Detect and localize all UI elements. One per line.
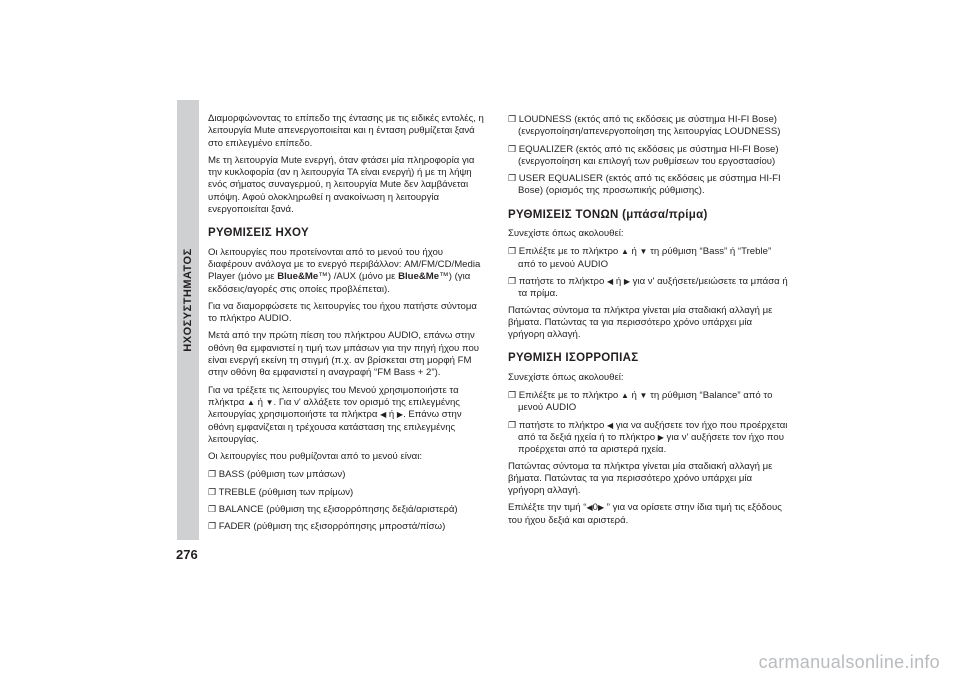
checkbox-bullet-icon: ❐ (508, 246, 517, 257)
paragraph: Για να διαμορφώσετε τις λειτουργίες του ήχου πατήστε σύντομα το πλήκτρο AUDIO. (208, 300, 477, 325)
list-item: ❐ Επιλέξτε με το πλήκτρο ▲ ή ▼ τη ρύθμιση “Bass” ή “Treble” από το μενού AUDIO (508, 246, 772, 270)
checkbox-bullet-icon: ❐ (208, 504, 217, 515)
left-arrow-icon: ◀ (607, 276, 614, 286)
right-arrow-icon: ▶ (657, 432, 664, 442)
checkbox-bullet-icon: ❐ (508, 114, 517, 124)
section-heading-tone-settings: ΡΥΘΜΙΣΕΙΣ ΤΟΝΩΝ (μπάσα/πρίμα) (508, 208, 708, 221)
list-item: ❐ EQUALIZER (εκτός από τις εκδόσεις με σύστημα HI-FI Bose) (ενεργοποίηση και επιλογή των ρυθμίσεων του εργοστασίου) (508, 143, 779, 167)
left-arrow-icon: ◀ (586, 503, 593, 513)
right-arrow-icon: ▶ (396, 410, 404, 420)
list-item: ❐ TREBLE (ρύθμιση των πρίμων) (208, 486, 354, 498)
brand-name: Blue&Me (277, 271, 319, 283)
paragraph: Συνεχίστε όπως ακολουθεί: (508, 228, 624, 240)
checkbox-bullet-icon: ❐ (508, 390, 517, 401)
list-item: ❐ Επιλέξτε με το πλήκτρο ▲ ή ▼ τη ρύθμιση “Balance” από το μενού AUDIO (508, 390, 773, 414)
right-arrow-icon: ▶ (623, 276, 630, 286)
paragraph: Οι λειτουργίες που ρυθμίζονται από το μενού είναι: (208, 451, 423, 463)
list-item: ❐ LOUDNESS (εκτός από τις εκδόσεις με σύστημα HI-FI Bose) (ενεργοποίηση/απενεργοποίηση της λειτουργίας LOUDNESS) (508, 114, 781, 138)
paragraph: Διαμορφώνοντας το επίπεδο της έντασης με τις ειδικές εντολές, η λειτουργία Mute απενεργοποιείται και η ένταση ρυθμίζεται ξανά στο επιλεγμένο επίπεδο. (208, 113, 484, 149)
paragraph: Πατώντας σύντομα τα πλήκτρα γίνεται μία σταδιακή αλλαγή με βήματα. Πατώντας τα για περισσότερο χρόνο υπάρχει μία γρήγορη αλλαγή. (508, 460, 773, 497)
paragraph: Οι λειτουργίες που προτείνονται από το μενού του ήχου διαφέρουν ανάλογα με το ενεργό περιβάλλον: AM/FM/CD/Media Player (μόνο με Blue&Me™) /AUX (μόνο με Blue&Me™) (για εκδόσεις/αγορές στις οποίες προβλέπεται). (208, 246, 481, 295)
list-item: ❐ πατήστε το πλήκτρο ◀ για να αυξήσετε τον ήχο που προέρχεται από τα δεξιά ηχεία ή το πλήκτρο ▶ για ν' αυξήσετε τον ήχο που προέρχεται από τα αριστερά ηχεία. (508, 419, 788, 456)
left-column (208, 113, 486, 538)
paragraph: Μετά από την πρώτη πίεση του πλήκτρου AUDIO, επάνω στην οθόνη θα εμφανιστεί η τιμή των μπάσων για την πηγή ήχου που είναι ενεργή εκείνη τη στιγμή (π.χ. αν βρίσκεται στη μορφή FM στην οθόνη θα εμφανιστεί η αναγραφή “FM Bass + 2”). (208, 330, 480, 379)
checkbox-bullet-icon: ❐ (508, 419, 517, 430)
brand-name: Blue&Me (398, 271, 440, 283)
up-arrow-icon: ▲ (247, 397, 255, 407)
checkbox-bullet-icon: ❐ (508, 173, 517, 184)
checkbox-bullet-icon: ❐ (508, 143, 517, 154)
checkbox-bullet-icon: ❐ (508, 275, 517, 286)
down-arrow-icon: ▼ (639, 247, 648, 257)
section-heading-balance: ΡΥΘΜΙΣΗ ΙΣΟΡΡΟΠΙΑΣ (508, 352, 639, 365)
list-item: ❐ πατήστε το πλήκτρο ◀ ή ▶ για ν' αυξήσετε/μειώσετε τα μπάσα ή τα πρίμα. (508, 275, 788, 300)
left-arrow-icon: ◀ (380, 410, 387, 420)
list-item: ❐ BASS (ρύθμιση των μπάσων) (208, 469, 346, 481)
down-arrow-icon: ▼ (639, 391, 648, 401)
checkbox-bullet-icon: ❐ (208, 486, 217, 497)
paragraph: Με τη λειτουργία Mute ενεργή, όταν φτάσει μία πληροφορία για την κυκλοφορία (αν η λειτουργία TA είναι ενεργή) ή με τη λήψη ενός σήματος συναγερμού, η λειτουργία Mute δεν λαμβάνεται υπόψη. Αφού ολοκληρωθεί η ανακοίνωση η λειτουργία ενεργοποιείται ξανά. (208, 154, 475, 216)
paragraph: Επιλέξτε την τιμή “◀0▶ ” για να ορίσετε στην ίδια τιμή τις εξόδους του ήχου δεξιά και αριστερά. (508, 502, 782, 526)
right-column (508, 113, 790, 532)
list-item: ❐ BALANCE (ρύθμιση της εξισορρόπησης δεξιά/αριστερά) (208, 504, 458, 516)
page-number: 276 (176, 547, 198, 562)
right-arrow-icon: ▶ (597, 503, 605, 513)
checkbox-bullet-icon: ❐ (208, 469, 217, 480)
list-item: ❐ FADER (ρύθμιση της εξισορρόπησης μπροστά/πίσω) (208, 521, 446, 533)
up-arrow-icon: ▲ (620, 247, 629, 257)
paragraph: Συνεχίστε όπως ακολουθεί: (508, 371, 624, 383)
paragraph: Για να τρέξετε τις λειτουργίες του Μενού χρησιμοποιήστε τα πλήκτρα ▲ ή ▼. Για ν' αλλάξετε τον ορισμό της επιλεγμένης λειτουργίας χρησιμοποιήστε τα πλήκτρα ◀ ή ▶. Επάνω στην οθόνη εμφανίζεται η τρέχουσα κατάσταση της επιλεγμένης λειτουργίας. (208, 384, 462, 445)
list-item: ❐ USER EQUALISER (εκτός από τις εκδόσεις με σύστημα HI-FI Bose) (ορισμός της προσωπικής ρύθμισης). (508, 173, 781, 197)
checkbox-bullet-icon: ❐ (208, 521, 217, 532)
up-arrow-icon: ▲ (620, 391, 629, 401)
section-label: ΗΧΟΣΥΣΤΗΜΑΤΟΣ (182, 248, 194, 352)
down-arrow-icon: ▼ (265, 397, 274, 407)
paragraph: Πατώντας σύντομα τα πλήκτρα γίνεται μία σταδιακή αλλαγή με βήματα. Πατώντας τα για περισσότερο χρόνο υπάρχει μία γρήγορη αλλαγή. (508, 304, 773, 341)
left-arrow-icon: ◀ (607, 420, 614, 430)
section-heading-sound-settings: ΡΥΘΜΙΣΕΙΣ ΗΧΟΥ (208, 227, 309, 240)
watermark: carmanualsonline.info (758, 652, 940, 672)
